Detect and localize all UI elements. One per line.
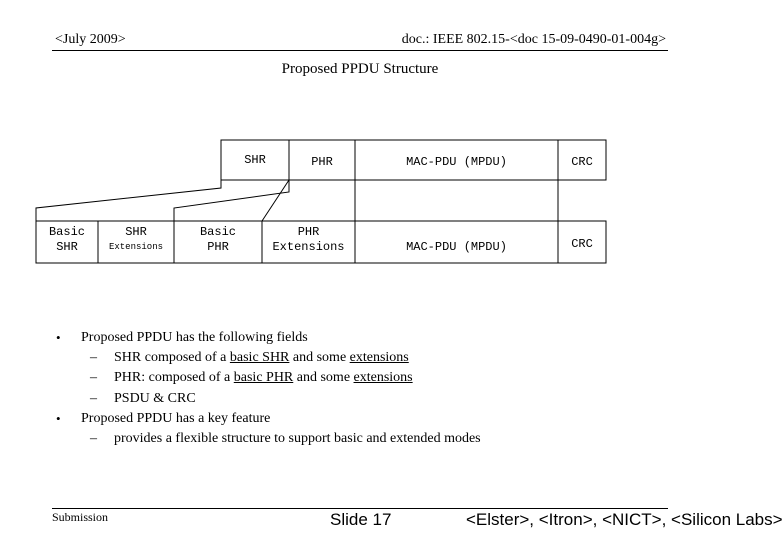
sub-bullet-text: provides a flexible structure to support basic and extended modes <box>114 430 481 446</box>
bullet-dot-icon: • <box>56 410 61 426</box>
footer-submission: Submission <box>52 510 109 524</box>
dash-icon: – <box>90 370 97 386</box>
basic-phr-label-2: PHR <box>207 240 229 254</box>
bullet-text: Proposed PPDU has a key feature <box>81 410 271 426</box>
dash-icon: – <box>90 350 97 366</box>
dash-icon: – <box>90 430 97 446</box>
phr-ext-label-1: PHR <box>297 225 320 239</box>
header-date: <July 2009> <box>55 32 126 47</box>
footer-rule <box>52 508 668 509</box>
sub-bullet-text: SHR composed of a basic SHR and some extensions <box>114 350 409 366</box>
footer-authors: <Elster>, <Itron>, <NICT>, <Silicon Labs> <box>466 510 783 529</box>
bullet-text: Proposed PPDU has the following fields <box>81 330 308 345</box>
top-phr-label: PHR <box>311 155 333 169</box>
sub-bullet-text: PSDU & CRC <box>114 390 196 406</box>
slide-title: Proposed PPDU Structure <box>281 61 439 77</box>
top-crc-label: CRC <box>571 155 593 169</box>
sub-bullet-text: PHR: composed of a basic PHR and some extensions <box>114 370 413 386</box>
basic-shr-label-1: Basic <box>48 225 85 239</box>
shr-left-connector <box>36 140 221 221</box>
shr-ext-label-1: SHR <box>125 225 147 239</box>
basic-shr-label-2: SHR <box>56 240 78 254</box>
bullet-dot-icon: • <box>56 330 61 345</box>
top-shr-label: SHR <box>244 153 266 167</box>
phr-ext-label-2: Extensions <box>272 240 345 254</box>
top-mpdu-label: MAC-PDU (MPDU) <box>406 155 507 169</box>
footer-slide-number: Slide 17 <box>330 510 392 529</box>
basic-phr-label-1: Basic <box>199 225 236 239</box>
shr-right-connector <box>174 180 289 221</box>
shr-ext-label-2: Extensions <box>108 242 163 252</box>
bottom-crc-label: CRC <box>571 237 593 251</box>
bottom-mpdu-label: MAC-PDU (MPDU) <box>406 240 507 254</box>
dash-icon: – <box>90 390 97 406</box>
phr-left-connector <box>262 180 289 221</box>
header-doc-id: doc.: IEEE 802.15-<doc 15-09-0490-01-004g> <box>401 32 666 47</box>
